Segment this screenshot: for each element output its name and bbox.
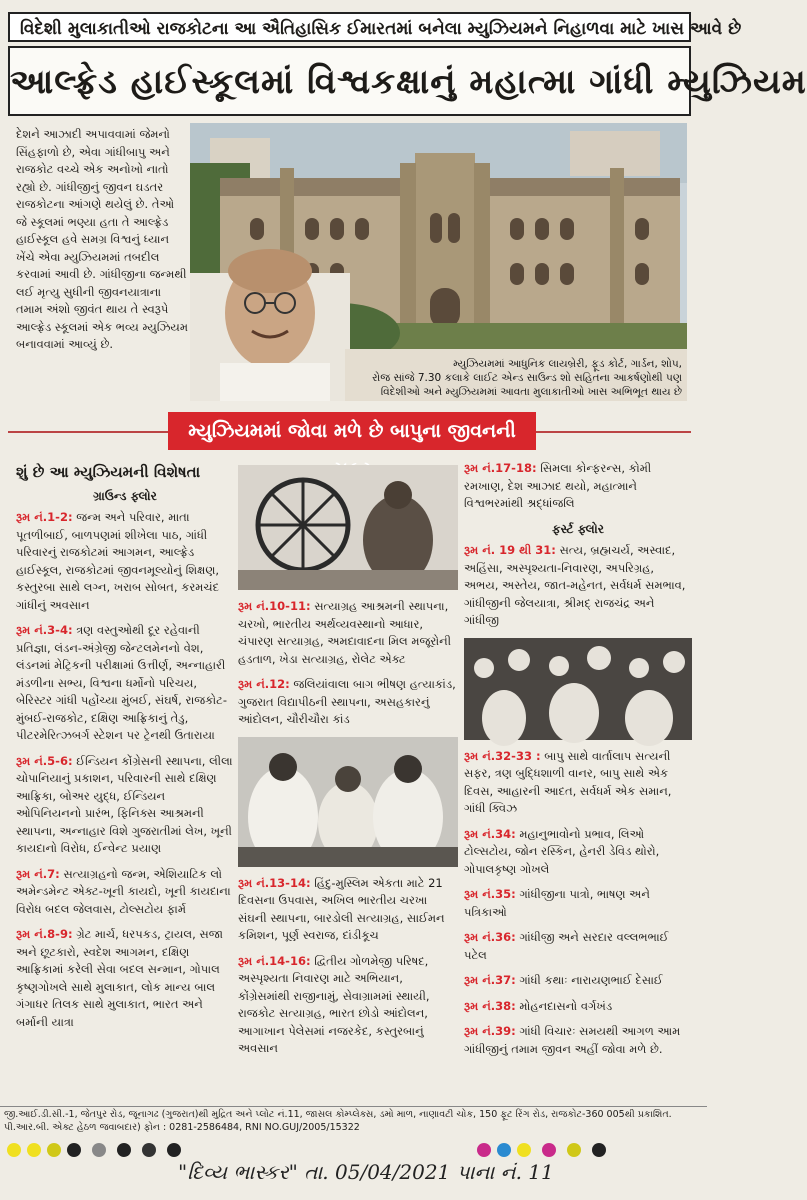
right-column: [464, 460, 692, 1066]
room-entry: [16, 622, 234, 745]
caption-line: રોજ સાંજે 7.30 કલાકે લાઈટ એન્ડ સાઉન્ડ શો સહિતના આકર્ષણોથી પણ: [372, 372, 682, 384]
crowd-photo: [464, 638, 692, 740]
middle-column: [238, 465, 458, 1066]
room-entry: [464, 542, 692, 630]
room-label: રૂમ નં.3-4:: [16, 623, 73, 637]
room-entry: [238, 676, 458, 729]
room-text: ગ્રેટ માર્ચ, ધરપકડ, ટ્રાયલ, સજા અને છૂટકારો, સ્વદેશ આગમન, દક્ષિણ આફ્રિકામાં કરેલી સેવા બદલ સન્માન, ગોપાલ કૃષ્ણગોખલે સાથે મુલાકાત, લોક માન્ય બાલ ગંગાધર તિલક સાથે મુલાકાત, ભારત અને બર્માની યાત્રા: [16, 927, 223, 1029]
room-label: રૂમ નં. 19 થી 31:: [464, 543, 556, 557]
room-label: રૂમ નં.12:: [238, 677, 290, 691]
room-text: સત્ય, બ્રહ્મચર્ય, અસ્વાદ, અહિંસા, અસ્પૃશ્યતા-નિવારણ, અપરિગ્રહ, અભય, અસ્તેય, જાત-મહેનત, સર્વધર્મ સમભાવ, ગાંધીજીની જેલયાત્રા, શ્રીમદ્ રાજચંદ્ર અને ગાંધીજી: [464, 543, 686, 627]
room-text: ગાંધી કથાઃ નારાયણભાઈ દેસાઈ: [515, 973, 663, 987]
imprint-footer: [0, 1106, 707, 1136]
room-entry: [464, 998, 692, 1016]
charkha-photo: [238, 465, 458, 590]
room-entry: [238, 598, 458, 668]
room-text: ગાંધીજીના પાત્રો, ભાષણ અને પત્રિકાઓ: [464, 887, 650, 919]
room-entry: [16, 509, 234, 614]
intro-paragraph: દેશને આઝાદી અપાવવામાં જેમનો સિંહફાળો છે, એવા ગાંધીબાપુ અને રાજકોટ વચ્ચે એક અનોખો નાતો રહ્યો છે. ગાંધીજીનું જીવન ઘડતર રાજકોટના આંગણે થયેલું છે. તેઓ જે સ્કૂલમાં ભણ્યા હતા તે આલ્ફ્રેડ હાઈસ્કૂલ હવે સમગ્ર વિશ્વનું ધ્યાન ખેંચે એવા મ્યુઝિયમમાં તબદીલ કરવામાં આવી છે. ગાંધીજીના જન્મથી લઈ મૃત્યુ સુધીની જીવનયાત્રાના તમામ અંશો જીવંત થાય તે સ્વરૂપે આલ્ફ્રેડ સ્કૂલમાં એક ભવ્ય મ્યુઝિયમ બનાવવામાં આવ્યું છે.: [16, 127, 188, 351]
room-entry: [464, 972, 692, 990]
hero-caption: [198, 357, 682, 399]
main-headline: આલ્ફ્રેડ હાઈસ્કૂલમાં વિશ્વકક્ષાનું મહાત્મા ગાંધી મ્યુઝિયમ: [8, 46, 691, 116]
room-label: રૂમ નં.34:: [464, 826, 516, 841]
room-entry: [464, 748, 692, 818]
imprint-line: જી.આઈ.ડી.સી.-1, જેતપુર રોડ, જૂનાગઢ (ગુજરાત)થી મુદ્રિત અને પ્લોટ નં.11, જાસલ કોમ્પ્લેક્સ, ડમો માળ, નાણાવટી ચોક, 150 ફૂટ રિંગ રોડ, રાજકોટ-360 005થી પ્રકાશિત.: [4, 1109, 672, 1120]
room-text: સત્યાગ્રહનો જન્મ, એશિયાટિક લો અમેન્ડમેન્ટ એક્ટ-ખૂની કાયદો, ખૂની કાયદાના વિરોધ બદલ જેલવાસ, ટોલ્સટોય ફાર્મ: [16, 866, 231, 916]
room-entry: [16, 926, 234, 1031]
room-label: રૂમ નં.7:: [16, 866, 60, 881]
room-entry: [464, 929, 692, 964]
room-text: ત્રણ વસ્તુઓથી દૂર રહેવાની પ્રતિજ્ઞા, લંડન-અંગ્રેજી જેન્ટલમેનનો વેશ, લંડનમાં મેટ્રિકની પરીક્ષામાં ઉત્તીર્ણ, અન્નાહારી મંડળીના સભ્ય, વિશ્વના ધર્મોનો પરિચય, બેરિસ્ટર ગાંધી પહોંચ્યા મુંબઈ, સંઘર્ષ, રાજકોટ-મુંબઈ-રાજકોટ, દક્ષિણ આફ્રિકાનું તેડુ, પીટરમેરિત્ઝબર્ગ સ્ટેશન પર ટ્રેનથી ઉતારાયા: [16, 623, 227, 742]
kicker-headline: વિદેશી મુલાકાતીઓ રાજકોટના આ ઐતિહાસિક ઈમારતમાં બનેલા મ્યુઝિયમને નિહાળવા માટે ખાસ આવે છે: [8, 12, 691, 42]
room-entry: [16, 753, 234, 858]
left-column: [16, 460, 234, 1039]
imprint-line: પી.આર.બી. એક્ટ હેઠળ જવાબદાર) ફોન : 0281-2586484, RNI NO.GUJ/2005/15322: [4, 1122, 360, 1133]
room-entry: [464, 826, 692, 879]
room-text: ગાંધી વિચારઃ સમયથી આગળ આમ ગાંધીજીનું તમામ જીવન અહીં જોવા મળે છે.: [464, 1024, 681, 1056]
room-entry: [464, 460, 692, 513]
room-label: રૂમ નં.14-16:: [238, 953, 311, 968]
handwritten-note: "દિવ્ય ભાસ્કર" તા. 05/04/2021 પાના નં. 11: [178, 1160, 554, 1184]
room-entry: [238, 953, 458, 1058]
room-text: મોહનદાસનો વર્ગખંડ: [515, 998, 613, 1013]
room-label: રૂમ નં.35:: [464, 887, 516, 901]
room-label: રૂમ નં.36:: [464, 930, 516, 944]
room-label: રૂમ નં.37:: [464, 973, 516, 987]
room-label: રૂમ નં.8-9:: [16, 927, 73, 941]
room-label: રૂમ નં.38:: [464, 998, 516, 1013]
room-label: રૂમ નં.10-11:: [238, 599, 311, 613]
charkha-illustration: [238, 465, 458, 590]
room-text: ગાંધીજી અને સરદાર વલ્લભભાઈ પટેલ: [464, 930, 669, 962]
room-label: રૂમ નં.17-18:: [464, 461, 537, 475]
room-text: દ્વિતીય ગોળમેજી પરિષદ, અસ્પૃશ્યતા નિવારણ માટે અભિયાન, કોંગ્રેસમાંથી રાજીનામું, સેવાગ્રામમાં સ્થાયી, રાજકોટ સત્યાગ્રહ, ભારત છોડો આંદોલન, આગાખાન પેલેસમાં નજરકેદ, કસ્તુરબાનું અવસાન: [238, 953, 430, 1055]
room-entry: [464, 1023, 692, 1058]
caption-line: વિદેશીઓ અને મ્યુઝિયમમાં આવતા મુલાકાતીઓ ખાસ અભિભૂત થાય છે: [380, 386, 682, 398]
room-label: રૂમ નં.32-33 :: [464, 748, 541, 763]
room-text: મહાનુભાવોનો પ્રભાવ, લિઓ ટોલ્સટોય, જોન રસ્કિન, હેનરી ડેવિડ થોરો, ગોપાલકૃષ્ણ ગોખલે: [464, 826, 660, 876]
room-entry: [464, 886, 692, 921]
leaders-illustration: [238, 737, 458, 867]
room-text: હિંદુ-મુસ્લિમ એકતા માટે 21 દિવસના ઉપવાસ, અખિલ ભારતીય ચરખા સંઘની સ્થાપના, બારડોલી સત્યાગ્રહ, સાઈમન કમિશન, પૂર્ણ સ્વરાજ, દાંડીકૂચ: [238, 875, 445, 942]
room-label: રૂમ નં.13-14:: [238, 875, 311, 890]
section-banner: મ્યુઝિયમમાં જોવા મળે છે બાપુના જીવનની: [168, 412, 536, 450]
room-text: સત્યાગ્રહ આશ્રમની સ્થાપના, ચરખો, ભારતીય અર્થવ્યવસ્થાનો આધાર, ચંપારણ સત્યાગ્રહ, અમદાવાદના મિલ મજૂરોની હડતાળ, ખેડા સત્યાગ્રહ, રોલેટ એક્ટ: [238, 599, 452, 666]
room-text: સિમલા કોન્ફરન્સ, કોમી રમખાણ, દેશ આઝાદ થયો, મહાત્માને વિશ્વભરમાંથી શ્રદ્ધાંજલિ: [464, 461, 652, 510]
room-label: રૂમ નં.5-6:: [16, 753, 73, 768]
registration-dots: [4, 1140, 704, 1160]
room-entry: [238, 875, 458, 945]
ground-floor-label: ગ્રાઉન્ડ ફ્લોર: [93, 488, 157, 503]
room-label: રૂમ નં.39:: [464, 1024, 516, 1038]
features-heading: શું છે આ મ્યુઝિયમની વિશેષતા: [16, 463, 201, 481]
room-entry: [16, 866, 234, 919]
first-floor-label: ફર્સ્ટ ફ્લોર: [552, 521, 604, 536]
room-label: રૂમ નં.1-2:: [16, 510, 73, 524]
room-text: બાપુ સાથે વાર્તાલાપ સત્યની સફર, ત્રણ બુદ્ધિશાળી વાનર, બાપુ સાથે એક દિવસ, આહારની આદત, સર્વધર્મ એક સમાન, ગાંધી ક્વિઝ: [464, 748, 672, 815]
hero-photo: [190, 123, 687, 401]
caption-line: મ્યુઝિયમમાં આધુનિક લાયબ્રેરી, ફૂડ કોર્ટ, ગાર્ડન, શોપ,: [453, 358, 682, 370]
room-text: જન્મ અને પરિવાર, માતા પૂતળીબાઈ, બાળપણમાં શીખેલા પાઠ, ગાંધી પરિવારનું રાજકોટમાં આગમન, આલ્ફ્રેડ હાઈસ્કૂલ, રાજકોટમાં જીવનમૂલ્યોનું શિક્ષણ, કસ્તુરબા સાથે લગ્ન, ખરાબ સોબત, કરમચંદ ગાંધીનું અવસાન: [16, 510, 220, 612]
room-text: જલિયાંવાલા બાગ ભીષણ હત્યાકાંડ, ગુજરાત વિદ્યાપીઠની સ્થાપના, અસહકારનું આંદોલન, ચૌરીચૌરા કાંડ: [238, 677, 456, 726]
room-text: ઈન્ડિયન કોંગ્રેસની સ્થાપના, લીલા ચોપાનિયાનું પ્રકાશન, પરિવારની સાથે દક્ષિણ આફ્રિકા, બોઅર યુદ્ધ, ઈન્ડિયન ઓપિનિયનનો પ્રારંભ, ફિનિક્સ આશ્રમની સ્થાપના, અન્નાહાર વિશે ગુજરાતીમાં લેખ, ખૂની કાયદાનો વિરોધ, ઈન્વેન્ટ પ્રયાણ: [16, 753, 233, 855]
leaders-photo: [238, 737, 458, 867]
crowd-illustration: [464, 638, 692, 740]
